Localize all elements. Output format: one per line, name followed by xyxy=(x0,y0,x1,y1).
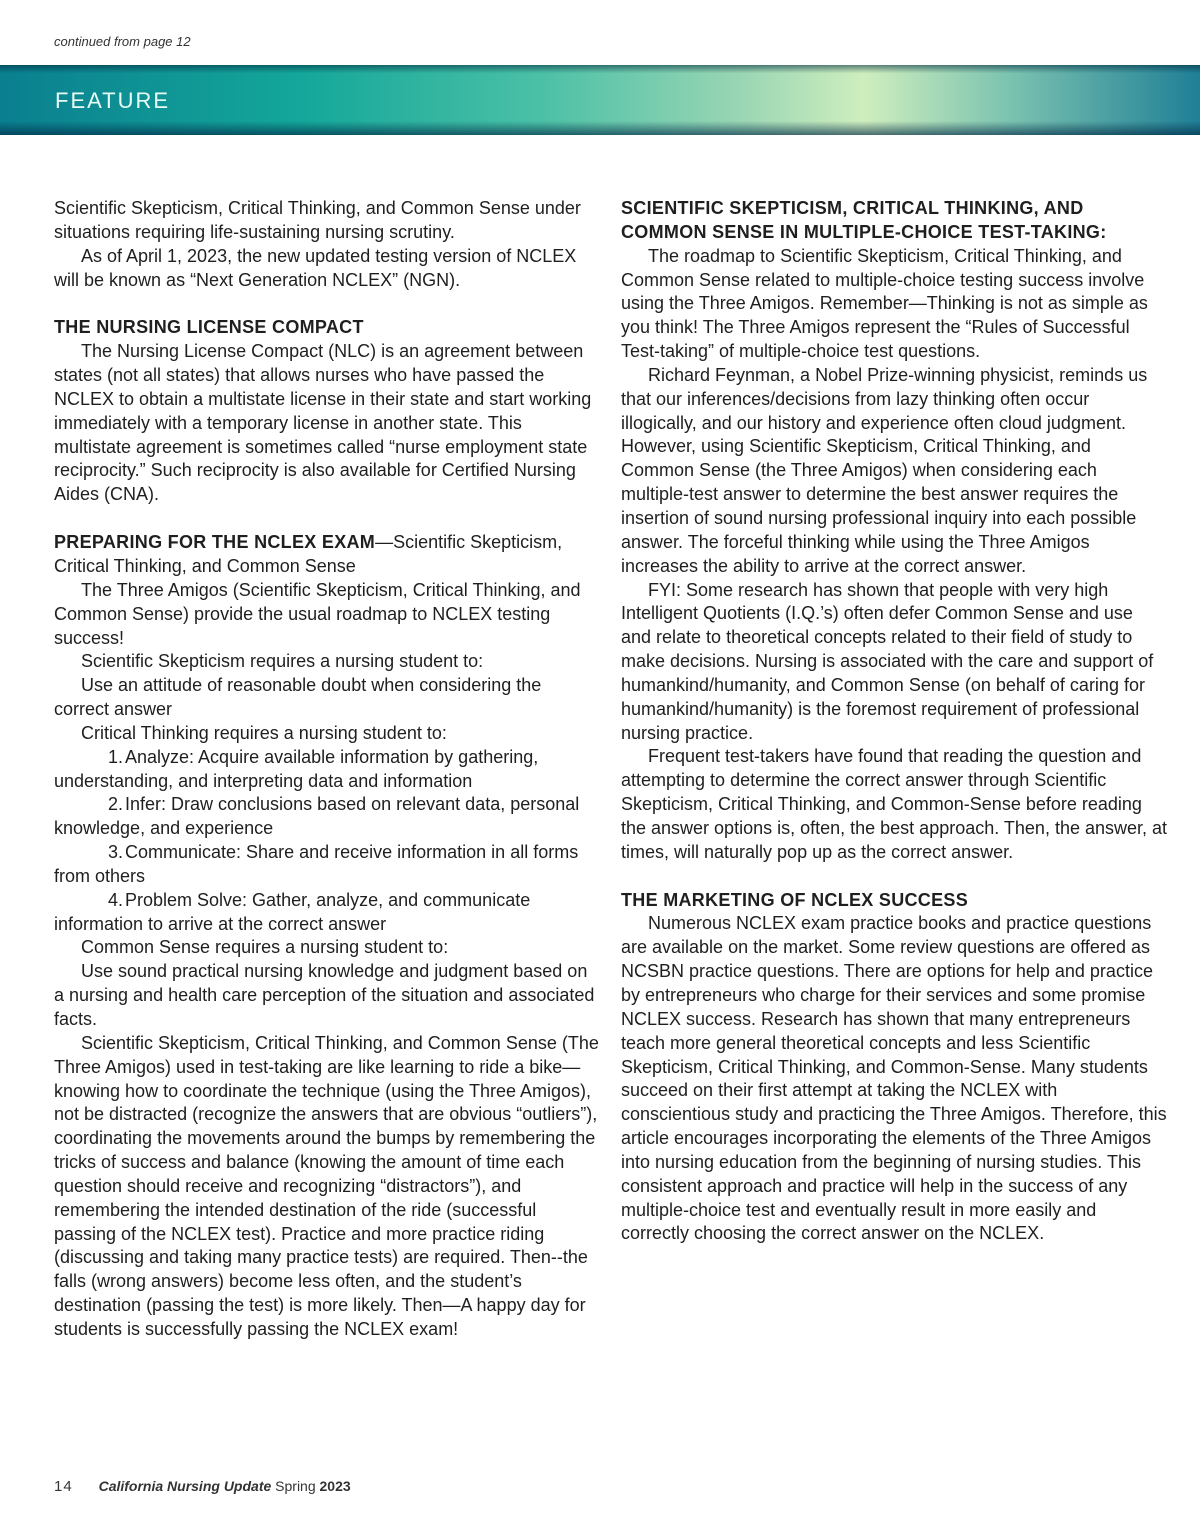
paragraph: The Nursing License Compact (NLC) is an agreement between states (not all states) that allows nurses who have passed the NCLEX to obtain a multistate license in their state and start working immediately with a temporary license in another state. This multistate agreement is sometimes called “nurse employment state reciprocity.” Such reciprocity is also available for Certified Nursing Aides (CNA). xyxy=(54,341,592,505)
right-column xyxy=(621,197,1167,1246)
list-number: 2. xyxy=(108,794,124,815)
section-heading-marketing: THE MARKETING OF NCLEX SUCCESS xyxy=(621,889,969,910)
list-item xyxy=(54,793,600,841)
banner-label: FEATURE xyxy=(55,88,171,113)
paragraph: Scientific Skepticism, Critical Thinking, and Common Sense under situations requiring life-sustaining nursing scrutiny. xyxy=(54,198,581,242)
section-heading-multiple-choice: SCIENTIFIC SKEPTICISM, CRITICAL THINKING, AND COMMON SENSE IN MULTIPLE-CHOICE TEST-TAKING: xyxy=(621,198,1107,242)
list-item xyxy=(54,841,600,889)
paragraph: Richard Feynman, a Nobel Prize-winning physicist, reminds us that our inferences/decisions from lazy thinking often occur illogically, and our history and experience often cloud judgment. However, using Scientific Skepticism, Critical Thinking, and Common Sense (the Three Amigos) when considering each multiple-test answer to determine the best answer requires the insertion of sound nursing professional inquiry into each possible answer. The forceful thinking while using the Three Amigos increases the ability to arrive at the correct answer. xyxy=(621,364,1148,576)
left-column xyxy=(54,197,600,1342)
feature-banner xyxy=(0,65,1200,135)
list-item xyxy=(54,746,600,794)
paragraph: FYI: Some research has shown that people with very high Intelligent Quotients (I.Q.’s) often defer Common Sense and use and relate to theoretical concepts related to their field of study to make decisions. Nursing is associated with the care and support of humankind/humanity, and Common Sense (on behalf of caring for humankind/humanity) is the foremost requirement of professional nursing practice. xyxy=(621,579,1154,743)
paragraph: The Three Amigos (Scientific Skepticism, Critical Thinking, and Common Sense) provide the usual roadmap to NCLEX testing success! xyxy=(54,579,581,648)
paragraph: As of April 1, 2023, the new updated testing version of NCLEX will be known as “Next Generation NCLEX” (NGN). xyxy=(54,245,577,290)
list-text: Infer: Draw conclusions based on relevant data, personal knowledge, and experience xyxy=(54,794,580,839)
paragraph: Scientific Skepticism requires a nursing student to: xyxy=(81,651,484,672)
list-number: 4. xyxy=(108,889,124,910)
paragraph: Use sound practical nursing knowledge and judgment based on a nursing and health care perception of the situation and associated facts. xyxy=(54,961,595,1029)
list-text: Problem Solve: Gather, analyze, and communicate information to arrive at the correct answer xyxy=(54,889,531,934)
paragraph: Common Sense requires a nursing student to: xyxy=(81,937,449,958)
list-number: 3. xyxy=(108,842,124,863)
paragraph: The roadmap to Scientific Skepticism, Critical Thinking, and Common Sense related to multiple-choice testing success involve using the Three Amigos. Remember—Thinking is not as simple as you think! The Three Amigos represent the “Rules of Successful Test-taking” of multiple-choice test questions. xyxy=(621,245,1148,362)
list-text: Communicate: Share and receive information in all forms from others xyxy=(54,842,579,886)
paragraph: Use an attitude of reasonable doubt when considering the correct answer xyxy=(54,675,542,720)
paragraph: Scientific Skepticism, Critical Thinking, and Common Sense (The Three Amigos) used in test-taking are like learning to ride a bike—knowing how to coordinate the technique (using the Three Amigos), not be distracted (recognize the answers that are obvious “outliers”), coordinating the movements around the bumps by remembering the tricks of success and balance (knowing the amount of time each question should receive and recognizing “distractors”), and remembering the intended destination of the ride (successful passing of the NCLEX test). Practice and more practice riding (discussing and taking many practice tests) are required. Then--the falls (wrong answers) become less often, and the student’s destination (passing the test) is more likely. Then—A happy day for students is successfully passing the NCLEX exam! xyxy=(54,1032,599,1339)
issue-season: Spring xyxy=(275,1478,316,1494)
issue-year: 2023 xyxy=(319,1478,351,1494)
heading-rest: —Scientific Skepticism, Critical Thinking, and Common Sense xyxy=(54,532,563,576)
section-heading-prep xyxy=(54,531,600,579)
magazine-title: California Nursing Update xyxy=(98,1478,272,1494)
paragraph: Numerous NCLEX exam practice books and practice questions are available on the market. Some review questions are offered as NCSBN practice questions. There are options for help and practice by entrepreneurs who charge for their services and some promise NCLEX success. Research has shown that many entrepreneurs teach more general theoretical concepts and less Scientific Skepticism, Critical Thinking, and Common-Sense. Many students succeed on their first attempt at taking the NCLEX with conscientious study and practicing the Three Amigos. Therefore, this article encourages incorporating the elements of the Three Amigos into nursing education from the beginning of nursing studies. This consistent approach and practice will help in the success of any multiple-choice test and eventually result in more easily and correctly choosing the correct answer on the NCLEX. xyxy=(621,913,1167,1244)
paragraph: Frequent test-takers have found that reading the question and attempting to determine the correct answer through Scientific Skepticism, Critical Thinking, and Common-Sense before reading the answer options is, often, the best approach. Then, the answer, at times, will naturally pop up as the correct answer. xyxy=(621,746,1168,862)
page-footer xyxy=(54,1478,351,1495)
continued-note: continued from page 12 xyxy=(54,34,191,49)
section-heading-compact: THE NURSING LICENSE COMPACT xyxy=(54,317,364,338)
page-number: 14 xyxy=(54,1478,73,1495)
list-text: Analyze: Acquire available information by gathering, understanding, and interpreting data and information xyxy=(54,746,539,791)
heading-bold-part: PREPARING FOR THE NCLEX EXAM xyxy=(54,532,376,553)
list-number: 1. xyxy=(108,746,124,767)
list-item xyxy=(54,889,600,937)
paragraph: Critical Thinking requires a nursing student to: xyxy=(81,722,447,743)
